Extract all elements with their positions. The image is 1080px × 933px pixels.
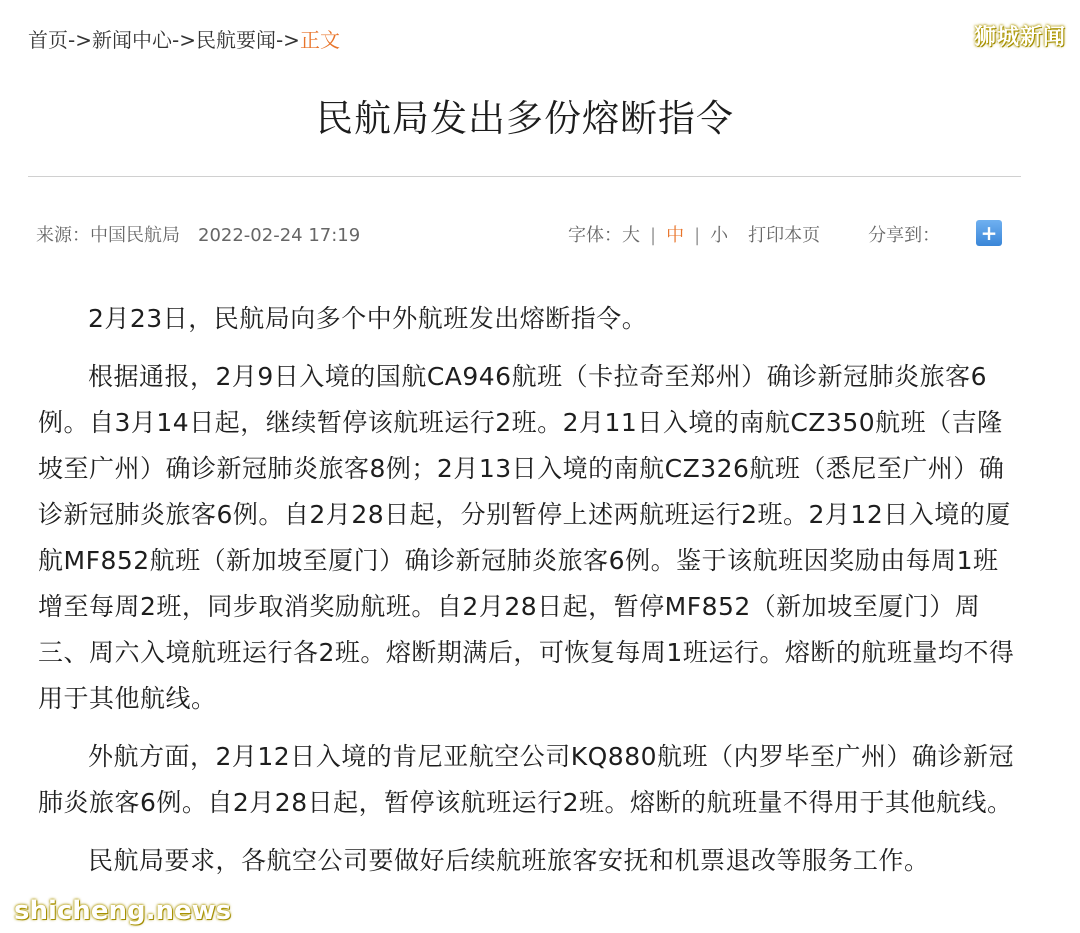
breadcrumb-home-link[interactable]: 首页: [28, 28, 68, 52]
article-paragraph: 外航方面，2月12日入境的肯尼亚航空公司KQ880航班（内罗毕至广州）确诊新冠肺炎旅客6例。自2月28日起，暂停该航班运行2班。熔断的航班量不得用于其他航线。: [38, 742, 1015, 817]
article-meta-bar: [36, 218, 1006, 248]
font-size-label: 字体：: [568, 225, 622, 246]
title-divider: [28, 176, 1021, 177]
source-label: 来源：: [36, 225, 90, 246]
toolbar-divider: |: [650, 225, 657, 246]
breadcrumb: [28, 24, 340, 53]
article-paragraph: 2月23日，民航局向多个中外航班发出熔断指令。: [88, 304, 648, 333]
print-page-button[interactable]: 打印本页: [748, 225, 821, 246]
font-size-medium-button[interactable]: 中: [666, 225, 685, 246]
share-button[interactable]: [976, 220, 1002, 246]
article-body: [38, 296, 1018, 896]
breadcrumb-separator: ->: [68, 28, 92, 52]
breadcrumb-separator: ->: [275, 28, 300, 52]
article-paragraph: 民航局要求，各航空公司要做好后续航班旅客安抚和机票退改等服务工作。: [88, 846, 930, 875]
toolbar-divider: |: [694, 225, 701, 246]
source-name: 中国民航局: [90, 225, 180, 246]
article-tools: [568, 221, 940, 247]
watermark-bottom: shicheng.news: [14, 896, 232, 926]
breadcrumb-aviation-news-link[interactable]: 民航要闻: [195, 28, 276, 52]
plus-icon: +: [980, 221, 998, 245]
watermark-top: 狮城新闻: [973, 25, 1066, 50]
font-size-large-button[interactable]: 大: [622, 225, 640, 246]
breadcrumb-separator: ->: [171, 28, 196, 52]
page-title: 民航局发出多份熔断指令: [316, 97, 734, 140]
share-label: 分享到：: [868, 225, 941, 246]
publish-datetime: 2022-02-24 17:19: [198, 225, 361, 246]
breadcrumb-current: 正文: [299, 28, 340, 52]
breadcrumb-news-center-link[interactable]: 新闻中心: [91, 28, 172, 52]
article-source-info: [36, 221, 360, 247]
article-paragraph: 根据通报，2月9日入境的国航CA946航班（卡拉奇至郑州）确诊新冠肺炎旅客6例。自3月14日起，继续暂停该航班运行2班。2月11日入境的南航CZ350航班（吉隆坡至广州）确诊新冠肺炎旅客8例；2月13日入境的南航CZ326航班（悉尼至广州）确诊新冠肺炎旅客6例。自2月28日起，分别暂停上述两航班运行2班。2月12日入境的厦航MF852航班（新加坡至厦门）确诊新冠肺炎旅客6例。鉴于该航班因奖励由每周1班增至每周2班，同步取消奖励航班。自2月28日起，暂停MF852（新加坡至厦门）周三、周六入境航班运行各2班。熔断期满后，可恢复每周1班运行。熔断的航班量均不得用于其他航线。: [38, 362, 1015, 713]
font-size-small-button[interactable]: 小: [710, 225, 729, 246]
